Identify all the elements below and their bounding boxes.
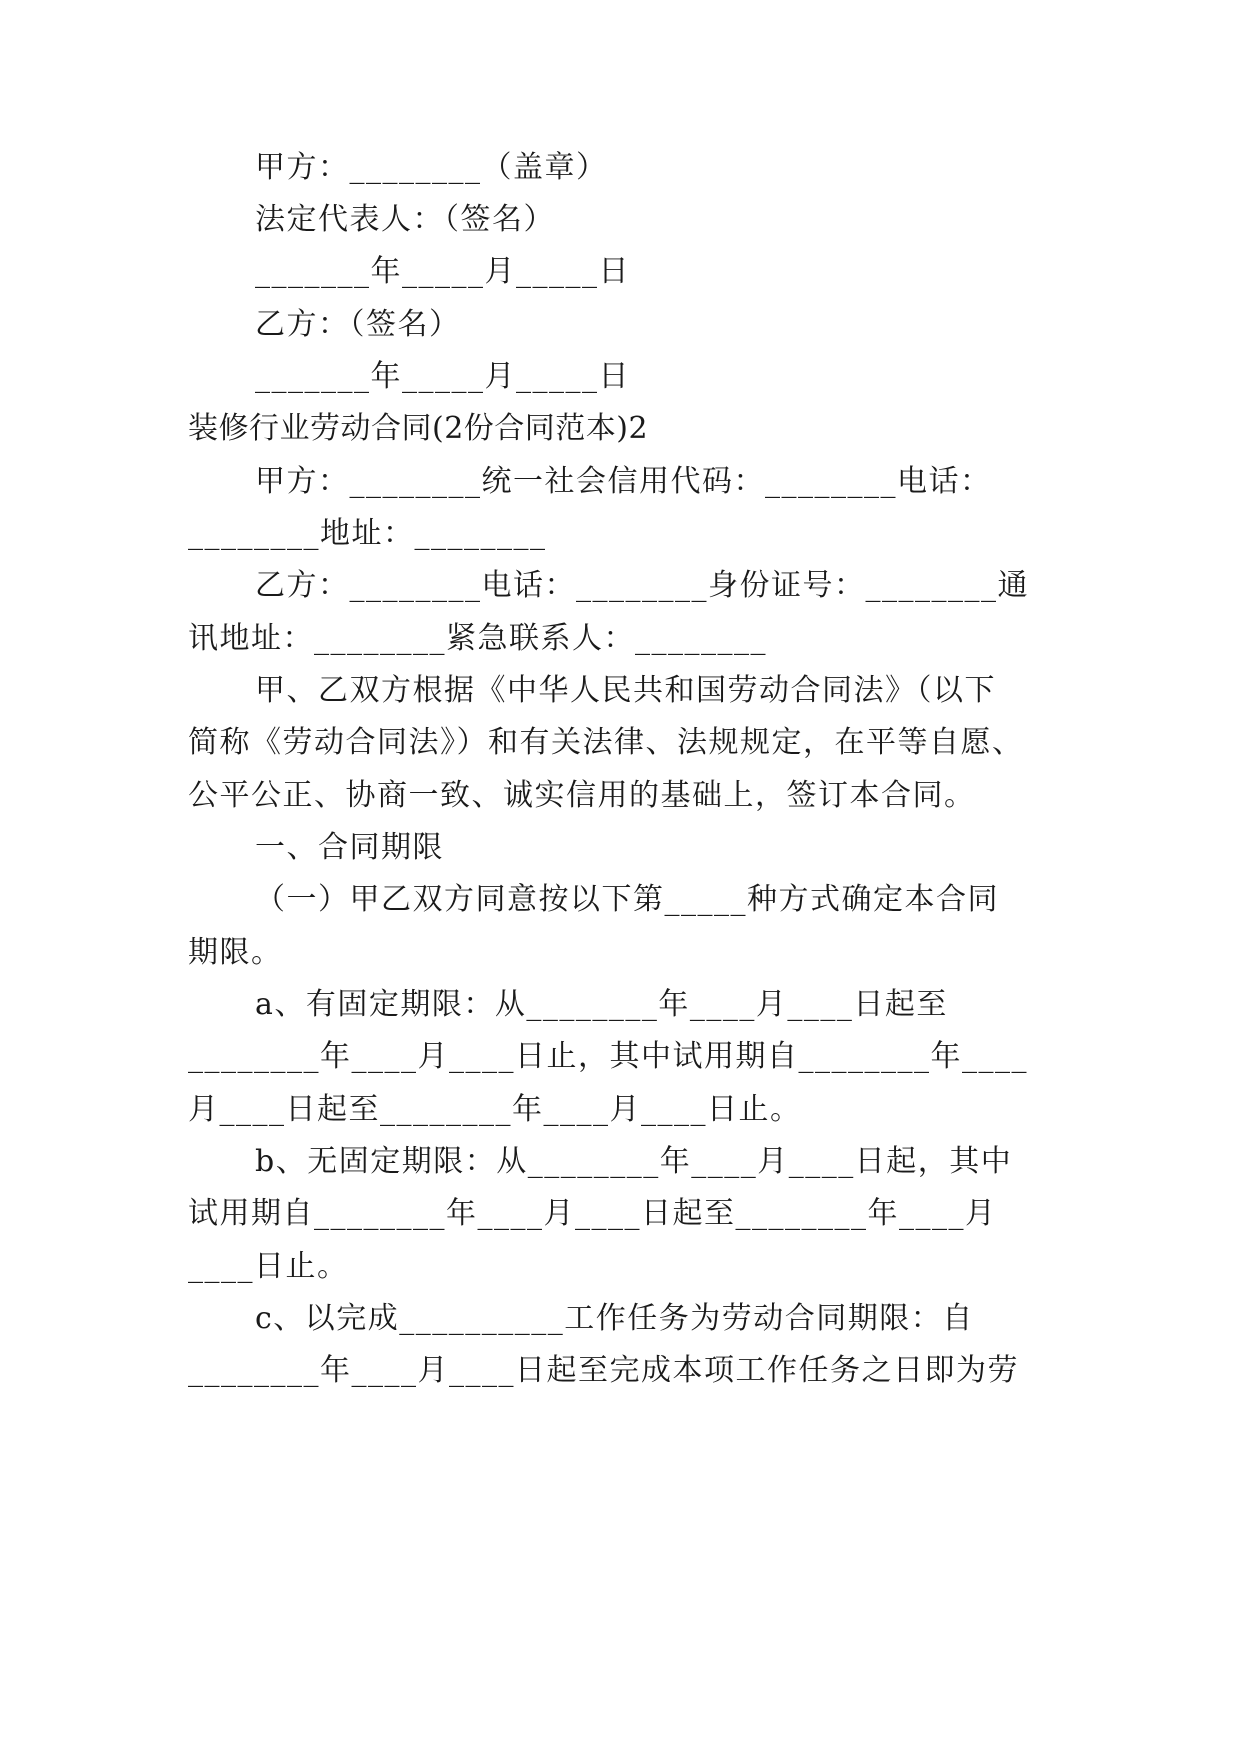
option-b-line-3: ____日止。 <box>188 1249 349 1284</box>
section-1-heading: 一、合同期限 <box>255 830 444 865</box>
option-a-line-2: ________年____月____日止，其中试用期自________年____ <box>188 1039 1028 1074</box>
signature-party-b: 乙方：（签名） <box>255 307 461 342</box>
option-a-line-1: a、有固定期限：从________年____月____日起至 <box>255 987 948 1022</box>
preamble-line-2: 简称《劳动合同法》）和有关法律、法规规定，在平等自愿、 <box>188 725 1024 760</box>
preamble-line-1: 甲、乙双方根据《中华人民共和国劳动合同法》（以下 <box>255 673 996 708</box>
document-title: 装修行业劳动合同(2份合同范本)2 <box>188 411 649 446</box>
party-b-line-2: 讯地址：________紧急联系人：________ <box>188 621 767 656</box>
party-b-line-1: 乙方：________电话：________身份证号：________通 <box>255 568 1029 603</box>
clause-1-line-1: （一）甲乙双方同意按以下第_____种方式确定本合同 <box>255 882 999 917</box>
option-c-line-1: c、以完成__________工作任务为劳动合同期限：自 <box>255 1301 974 1336</box>
signature-date-b: _______年_____月_____日 <box>255 359 630 394</box>
option-b-line-2: 试用期自________年____月____日起至________年____月 <box>188 1196 997 1231</box>
option-b-line-1: b、无固定期限：从________年____月____日起，其中 <box>255 1144 1013 1179</box>
signature-legal-rep: 法定代表人：（签名） <box>255 202 555 237</box>
option-c-line-2: ________年____月____日起至完成本项工作任务之日即为劳 <box>188 1353 1019 1388</box>
preamble-line-3: 公平公正、协商一致、诚实信用的基础上，签订本合同。 <box>188 778 976 813</box>
party-a-line-2: ________地址：________ <box>188 516 547 551</box>
signature-date-a: _______年_____月_____日 <box>255 254 630 289</box>
signature-party-a: 甲方：________（盖章） <box>255 150 608 185</box>
clause-1-line-2: 期限。 <box>188 935 283 970</box>
option-a-line-3: 月____日起至________年____月____日止。 <box>188 1092 802 1127</box>
party-a-line-1: 甲方：________统一社会信用代码：________电话： <box>255 464 992 499</box>
